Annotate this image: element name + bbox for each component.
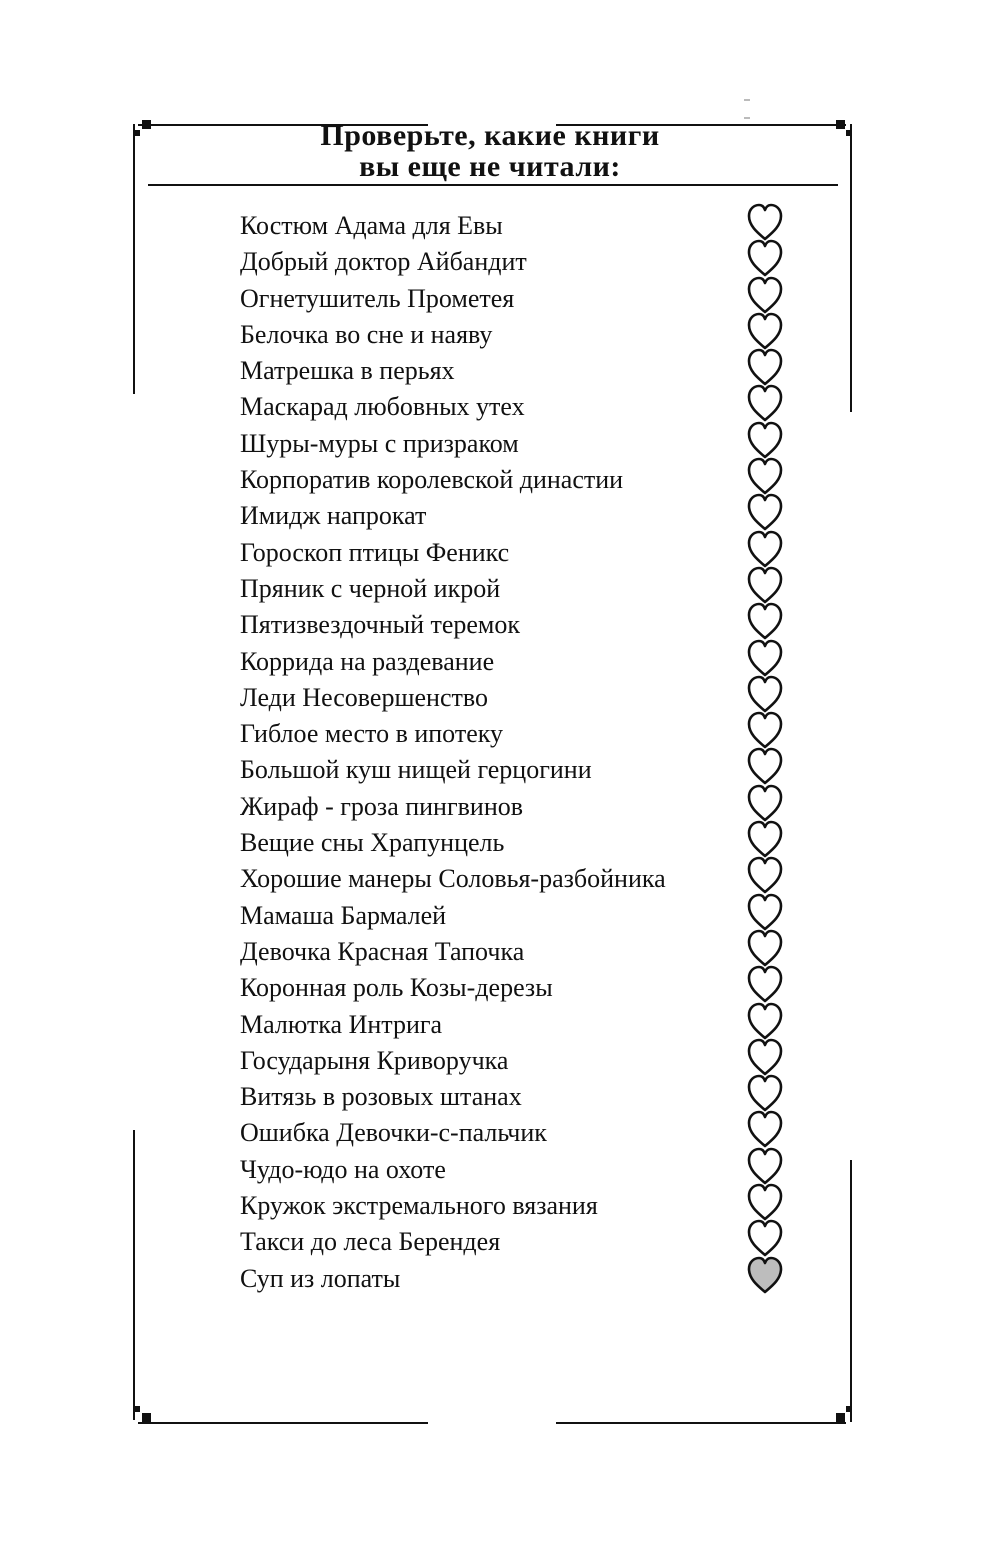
frame-corner-bottom-right (836, 1413, 845, 1422)
book-list-item (240, 752, 800, 788)
heart-outline-icon[interactable] (746, 1001, 784, 1041)
book-title: Кружок экстремального вязания (240, 1191, 598, 1221)
frame-bottom-right-line (556, 1422, 846, 1424)
book-title: Витязь в розовых штанах (240, 1082, 522, 1112)
heart-outline-icon[interactable] (746, 383, 784, 423)
book-title: Жираф - гроза пингвинов (240, 791, 524, 821)
page-title-line-2: вы еще не читали: (359, 150, 621, 183)
book-title: Государыня Криворучка (240, 1045, 509, 1075)
heart-outline-icon[interactable] (746, 1109, 784, 1149)
book-title: Такси до леса Берендея (240, 1227, 501, 1257)
book-title: Шуры-муры с призраком (240, 428, 519, 458)
heart-outline-icon[interactable] (746, 420, 784, 460)
book-list-item (240, 898, 800, 934)
book-title: Костюм Адама для Евы (240, 211, 503, 240)
book-list-item (240, 861, 800, 897)
heart-outline-icon[interactable] (746, 1073, 784, 1113)
book-title: Добрый доктор Айбандит (240, 247, 527, 277)
heart-outline-icon[interactable] (746, 456, 784, 496)
book-list-item (240, 644, 800, 680)
heart-outline-icon[interactable] (746, 202, 784, 242)
heart-outline-icon[interactable] (746, 492, 784, 532)
book-list-item (240, 426, 800, 462)
book-list-item (240, 535, 800, 571)
book-title: Леди Несовершенство (240, 682, 488, 712)
heart-outline-icon[interactable] (746, 638, 784, 678)
heart-outline-icon[interactable] (746, 964, 784, 1004)
book-title: Огнетушитель Прометея (240, 283, 515, 313)
book-list-item (240, 353, 800, 389)
heart-filled-icon[interactable] (746, 1255, 784, 1295)
book-list-item (240, 607, 800, 643)
book-list-item (240, 716, 800, 752)
frame-corner-bottom-left-small (134, 1406, 140, 1412)
book-title: Гиблое место в ипотеку (240, 719, 503, 749)
heart-outline-icon[interactable] (746, 311, 784, 351)
book-title: Ошибка Девочки-с-пальчик (240, 1118, 547, 1148)
book-list-item (240, 825, 800, 861)
book-title: Коронная роль Козы-дерезы (240, 973, 553, 1003)
book-list-item (240, 1043, 800, 1079)
book-title: Хорошие манеры Соловья-разбойника (240, 864, 666, 894)
book-list-item (240, 498, 800, 534)
book-title: Матрешка в перьях (240, 356, 455, 386)
book-title: Малютка Интрига (240, 1009, 443, 1039)
book-checklist (240, 208, 800, 1297)
book-title: Гороскоп птицы Феникс (240, 537, 510, 567)
book-list-item (240, 389, 800, 425)
book-list-item (240, 462, 800, 498)
heart-outline-icon[interactable] (746, 601, 784, 641)
book-list-item (240, 244, 800, 280)
title-divider (148, 184, 838, 186)
book-list-item (240, 1188, 800, 1224)
book-list-item (240, 1224, 800, 1260)
frame-corner-bottom-right-small (846, 1406, 852, 1412)
heart-outline-icon[interactable] (746, 710, 784, 750)
frame-bottom-left-line (138, 1422, 428, 1424)
heart-outline-icon[interactable] (746, 855, 784, 895)
heart-outline-icon[interactable] (746, 928, 784, 968)
book-title: Большой куш нищей герцогини (240, 755, 592, 785)
book-title: Корпоратив королевской династии (240, 465, 624, 495)
frame-right-top-line (850, 124, 852, 412)
heart-outline-icon[interactable] (746, 1146, 784, 1186)
book-list-item (240, 1152, 800, 1188)
frame-corner-bottom-left (142, 1413, 151, 1422)
book-list-item (240, 281, 800, 317)
page-title (140, 120, 840, 182)
frame-corner-top-right-small (846, 130, 852, 136)
book-list-item (240, 680, 800, 716)
frame-left-top-line (133, 124, 135, 394)
heart-outline-icon[interactable] (746, 892, 784, 932)
book-list-item (240, 208, 800, 244)
book-list-item (240, 1261, 800, 1297)
frame-left-bottom-line (133, 1130, 135, 1420)
book-list-item (240, 317, 800, 353)
heart-outline-icon[interactable] (746, 347, 784, 387)
heart-outline-icon[interactable] (746, 529, 784, 569)
book-list-item (240, 789, 800, 825)
heart-outline-icon[interactable] (746, 674, 784, 714)
heart-outline-icon[interactable] (746, 1182, 784, 1222)
book-title: Девочка Красная Тапочка (240, 936, 525, 966)
book-title: Вещие сны Храпунцель (240, 828, 505, 858)
page-title-line-1: Проверьте, какие книги (320, 119, 660, 152)
heart-outline-icon[interactable] (746, 238, 784, 278)
heart-outline-icon[interactable] (746, 783, 784, 823)
book-list-item (240, 934, 800, 970)
book-list-item (240, 1079, 800, 1115)
book-list-item (240, 970, 800, 1006)
heart-outline-icon[interactable] (746, 1037, 784, 1077)
book-list-item (240, 571, 800, 607)
heart-outline-icon[interactable] (746, 565, 784, 605)
heart-outline-icon[interactable] (746, 819, 784, 859)
frame-right-bottom-line (850, 1160, 852, 1422)
book-title: Имидж напрокат (240, 501, 427, 531)
heart-outline-icon[interactable] (746, 746, 784, 786)
book-list-item (240, 1007, 800, 1043)
book-title: Чудо-юдо на охоте (240, 1154, 446, 1184)
book-title: Мамаша Бармалей (240, 900, 447, 930)
book-title: Пятизвездочный теремок (240, 610, 521, 640)
book-list-item (240, 1115, 800, 1151)
heart-outline-icon[interactable] (746, 275, 784, 315)
book-title: Белочка во сне и наяву (240, 319, 493, 349)
book-title: Коррида на раздевание (240, 646, 495, 676)
heart-outline-icon[interactable] (746, 1218, 784, 1258)
book-title: Пряник с черной икрой (240, 573, 501, 603)
book-title: Маскарад любовных утех (240, 392, 525, 422)
print-artifact (744, 88, 772, 91)
book-title: Суп из лопаты (240, 1263, 401, 1293)
